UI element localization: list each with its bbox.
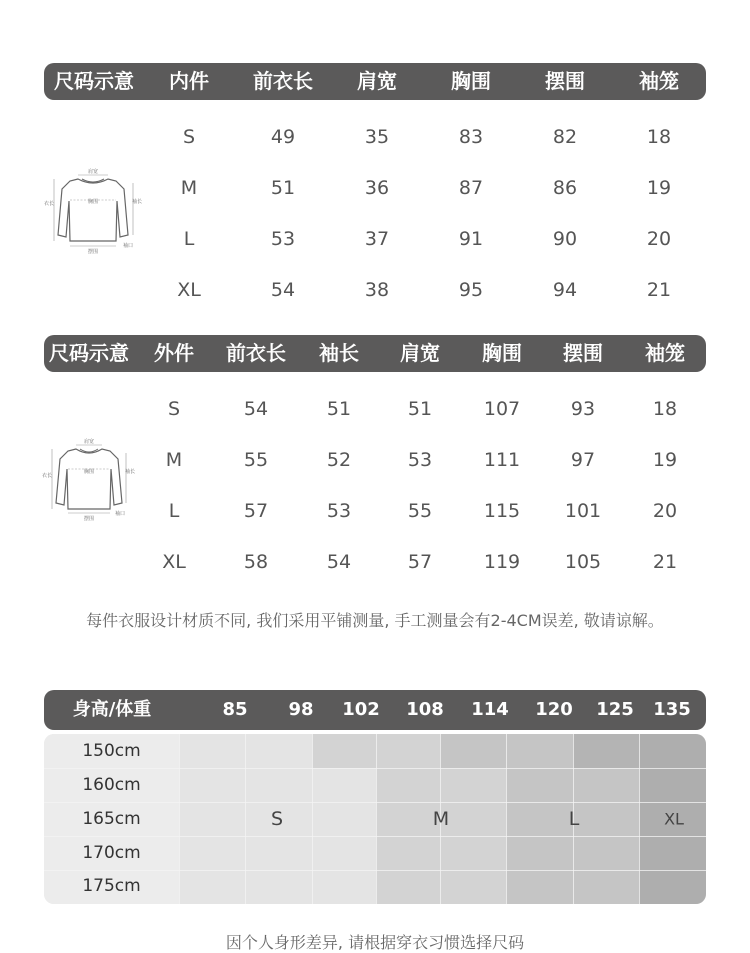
t1-r0-c3: 83 — [458, 126, 484, 148]
t1-r3-c3: 95 — [458, 279, 484, 301]
row150-accent-2 — [440, 734, 506, 768]
table2-header-hem: 摆围 — [563, 341, 603, 365]
t1-r2-c5: 20 — [646, 228, 672, 250]
table2-header-size: 外件 — [154, 341, 194, 365]
t1-r2-c0: L — [183, 228, 195, 250]
sketch1-chest-label: 胸围 — [87, 199, 99, 205]
t1-r1-c4: 86 — [552, 177, 578, 199]
grid-line — [312, 734, 313, 904]
t2-r1-c1: 55 — [243, 449, 269, 471]
height-165: 165cm — [82, 809, 141, 829]
t2-r2-c6: 20 — [652, 500, 678, 522]
table2-header-length: 前衣长 — [226, 341, 286, 365]
t1-r3-c2: 38 — [364, 279, 390, 301]
t2-r3-c0: XL — [162, 551, 186, 573]
t1-r0-c1: 49 — [270, 126, 296, 148]
t1-r3-c5: 21 — [646, 279, 672, 301]
t2-r2-c3: 55 — [407, 500, 433, 522]
sketch2-cuff-label: 袖口 — [114, 511, 126, 517]
t2-r0-c4: 107 — [483, 398, 521, 420]
t2-r1-c5: 97 — [570, 449, 596, 471]
table2-header — [44, 335, 706, 372]
t2-r2-c4: 115 — [483, 500, 521, 522]
t1-r1-c3: 87 — [458, 177, 484, 199]
t2-r3-c5: 105 — [564, 551, 602, 573]
t2-r1-c3: 53 — [407, 449, 433, 471]
height-150: 150cm — [82, 741, 141, 761]
t2-r0-c2: 51 — [326, 398, 352, 420]
sketch1-top-label: 肩宽 — [87, 169, 99, 175]
t1-r0-c2: 35 — [364, 126, 390, 148]
t2-r1-c0: M — [165, 449, 183, 471]
size-label-m: M — [432, 808, 450, 830]
grid-line — [179, 734, 180, 904]
t1-r3-c4: 94 — [552, 279, 578, 301]
sketch1-cuff-label: 袖口 — [122, 243, 134, 249]
t2-r0-c1: 54 — [243, 398, 269, 420]
sketch2-top-label: 肩宽 — [83, 439, 95, 445]
sketch1-hem-label: 摆围 — [87, 249, 99, 255]
table2-header-armhole: 袖笼 — [645, 341, 685, 365]
height-160: 160cm — [82, 775, 141, 795]
weight-125: 125 — [596, 699, 634, 720]
sketch1-left-label: 衣长 — [43, 201, 55, 207]
table2-header-shoulder: 肩宽 — [400, 341, 440, 365]
sketch2-right-label: 袖长 — [124, 469, 135, 475]
table2-header-chest: 胸围 — [482, 341, 522, 365]
t2-r2-c0: L — [168, 500, 180, 522]
grid-line — [44, 802, 706, 803]
sketch2-hem-label: 摆围 — [83, 516, 95, 522]
t2-r3-c2: 54 — [326, 551, 352, 573]
sweater-sketch-icon — [40, 165, 145, 255]
table1-header-chest: 胸围 — [451, 69, 491, 93]
measure-note: 每件衣服设计材质不同, 我们采用平铺测量, 手工测量会有2-4CM误差, 敬请谅解。 — [86, 611, 664, 630]
table1-header-armhole: 袖笼 — [639, 69, 679, 93]
height-170: 170cm — [82, 843, 141, 863]
t2-r3-c4: 119 — [483, 551, 521, 573]
t2-r3-c6: 21 — [652, 551, 678, 573]
size-label-l: L — [568, 808, 580, 830]
t2-r1-c6: 19 — [652, 449, 678, 471]
t1-r2-c1: 53 — [270, 228, 296, 250]
t1-r0-c5: 18 — [646, 126, 672, 148]
height-175: 175cm — [82, 876, 141, 896]
size-chart-header — [44, 690, 706, 730]
grid-line — [376, 734, 377, 904]
table2-header-diagram: 尺码示意 — [49, 341, 129, 365]
weight-85: 85 — [222, 699, 248, 720]
jacket-sketch-icon — [40, 437, 135, 522]
table1-header-size: 内件 — [169, 69, 209, 93]
sketch2-chest-label: 胸围 — [83, 469, 95, 475]
t2-r3-c3: 57 — [407, 551, 433, 573]
t2-r1-c4: 111 — [483, 449, 521, 471]
t2-r0-c0: S — [167, 398, 181, 420]
t1-r3-c1: 54 — [270, 279, 296, 301]
t1-r2-c4: 90 — [552, 228, 578, 250]
sketch2-left-label: 衣长 — [41, 473, 53, 479]
size-chart-grid — [44, 734, 706, 904]
t2-r2-c5: 101 — [564, 500, 602, 522]
t1-r1-c1: 51 — [270, 177, 296, 199]
table1-header-length: 前衣长 — [253, 69, 313, 93]
t2-r2-c1: 57 — [243, 500, 269, 522]
t2-r0-c3: 51 — [407, 398, 433, 420]
weight-102: 102 — [342, 699, 380, 720]
weight-120: 120 — [535, 699, 573, 720]
grid-line — [506, 734, 507, 904]
t2-r1-c2: 52 — [326, 449, 352, 471]
table1-header — [44, 63, 706, 100]
t2-r0-c6: 18 — [652, 398, 678, 420]
table2-header-sleeve: 袖长 — [319, 341, 359, 365]
grid-line — [44, 768, 706, 769]
t2-r3-c1: 58 — [243, 551, 269, 573]
grid-line — [245, 734, 246, 904]
row150-accent-3 — [573, 734, 639, 768]
weight-108: 108 — [406, 699, 444, 720]
footer-note: 因个人身形差异, 请根据穿衣习惯选择尺码 — [225, 933, 525, 952]
t1-r1-c2: 36 — [364, 177, 390, 199]
size-label-s: S — [270, 808, 284, 830]
size-chart-header-label: 身高/体重 — [72, 699, 152, 720]
row150-accent-1 — [312, 734, 376, 768]
t1-r2-c3: 91 — [458, 228, 484, 250]
grid-line — [639, 734, 640, 904]
t1-r3-c0: XL — [177, 279, 201, 301]
table1-header-diagram: 尺码示意 — [54, 69, 134, 93]
grid-line — [44, 836, 706, 837]
t1-r0-c0: S — [182, 126, 196, 148]
size-label-xl: XL — [664, 809, 684, 829]
weight-114: 114 — [471, 699, 509, 720]
weight-135: 135 — [653, 699, 691, 720]
grid-line — [44, 870, 706, 871]
t1-r1-c5: 19 — [646, 177, 672, 199]
t1-r2-c2: 37 — [364, 228, 390, 250]
weight-98: 98 — [288, 699, 314, 720]
table1-header-shoulder: 肩宽 — [357, 69, 397, 93]
t1-r0-c4: 82 — [552, 126, 578, 148]
t2-r2-c2: 53 — [326, 500, 352, 522]
t2-r0-c5: 93 — [570, 398, 596, 420]
table1-header-hem: 摆围 — [545, 69, 585, 93]
t1-r1-c0: M — [180, 177, 198, 199]
sketch1-right-label: 袖长 — [131, 199, 143, 205]
